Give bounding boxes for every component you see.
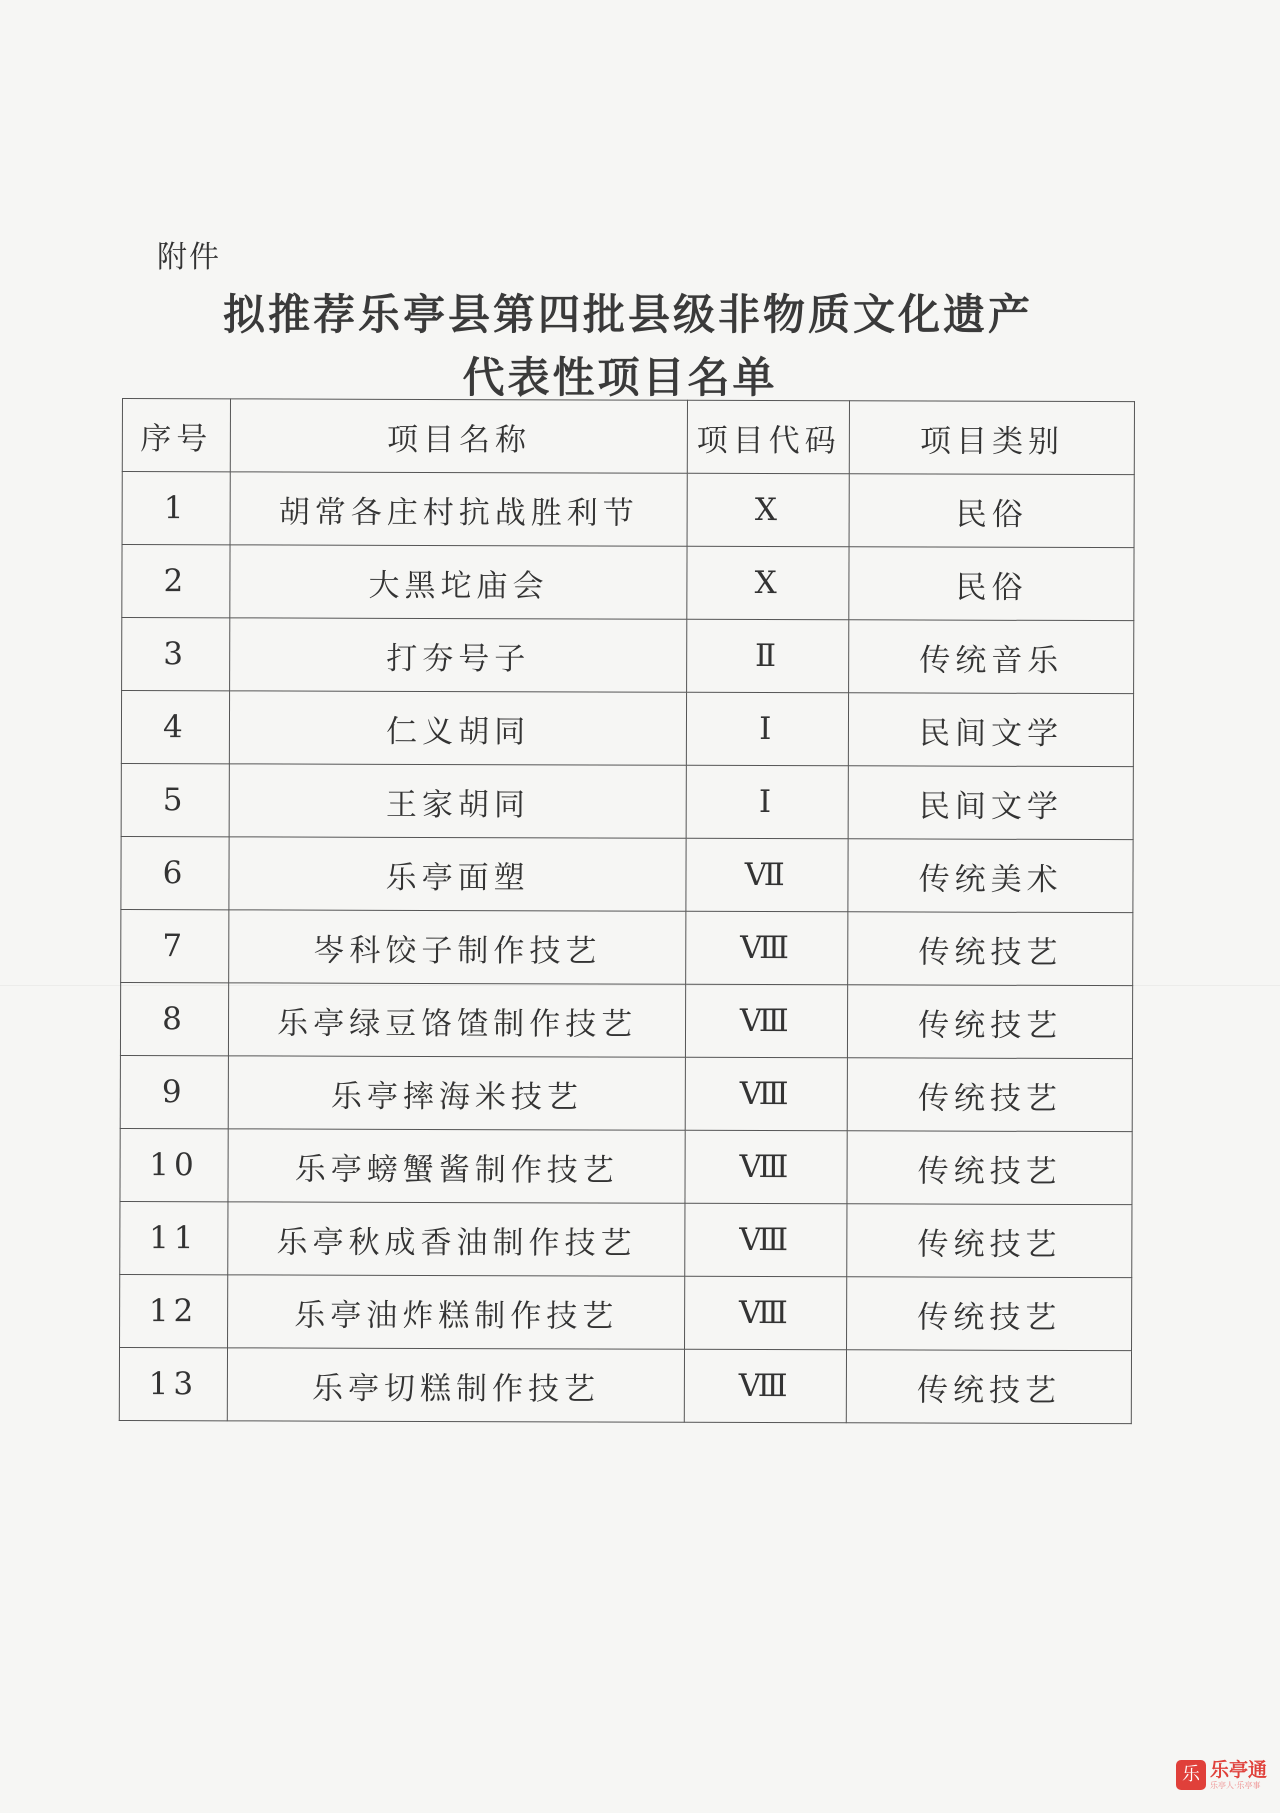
project-list-table — [119, 398, 1135, 1424]
cell-category: 民俗 — [849, 547, 1134, 621]
cell-category: 民间文学 — [848, 766, 1133, 840]
cell-code: Ⅷ — [686, 1057, 848, 1131]
cell-name: 王家胡同 — [229, 764, 687, 838]
cell-category: 传统音乐 — [849, 620, 1134, 694]
cell-no: 9 — [120, 1055, 228, 1128]
table-row — [119, 1347, 1131, 1423]
table-row — [120, 1128, 1132, 1204]
cell-code: Ⅹ — [687, 473, 849, 547]
logo-icon: 乐 — [1176, 1760, 1206, 1790]
table-row — [122, 545, 1134, 621]
cell-category: 传统技艺 — [848, 985, 1133, 1059]
cell-no: 11 — [120, 1201, 228, 1274]
cell-name: 乐亭油炸糕制作技艺 — [227, 1275, 685, 1349]
cell-code: Ⅷ — [685, 1203, 847, 1277]
column-header-name: 项目名称 — [230, 399, 688, 473]
site-watermark-logo — [1176, 1760, 1267, 1790]
cell-category: 传统美术 — [848, 839, 1133, 913]
cell-name: 乐亭切糕制作技艺 — [227, 1348, 685, 1422]
cell-no: 13 — [119, 1347, 227, 1420]
table-row — [122, 472, 1134, 548]
cell-name: 乐亭绿豆饹馇制作技艺 — [228, 983, 686, 1057]
logo-slogan: 乐亭人·乐亭事 — [1210, 1780, 1261, 1790]
table-row — [120, 982, 1132, 1058]
cell-category: 传统技艺 — [847, 1350, 1132, 1424]
cell-code: Ⅹ — [687, 546, 849, 620]
cell-code: Ⅷ — [686, 984, 848, 1058]
cell-name: 乐亭螃蟹酱制作技艺 — [228, 1129, 686, 1203]
cell-category: 传统技艺 — [847, 1204, 1132, 1278]
cell-no: 5 — [121, 763, 229, 836]
cell-code: Ⅰ — [687, 692, 849, 766]
cell-category: 传统技艺 — [848, 912, 1133, 986]
cell-no: 2 — [122, 545, 230, 618]
cell-code: Ⅷ — [685, 1130, 847, 1204]
table-row — [122, 618, 1134, 694]
cell-code: Ⅷ — [686, 911, 848, 985]
logo-name: 乐亭通 — [1210, 1758, 1268, 1781]
cell-code: Ⅷ — [685, 1349, 847, 1423]
cell-no: 4 — [121, 691, 229, 764]
table-header-row — [122, 399, 1134, 475]
cell-name: 乐亭面塑 — [229, 837, 687, 911]
cell-name: 仁义胡同 — [229, 691, 687, 765]
cell-no: 12 — [120, 1274, 228, 1347]
table-row — [120, 1201, 1132, 1277]
cell-code: Ⅷ — [685, 1276, 847, 1350]
cell-name: 乐亭秋成香油制作技艺 — [228, 1202, 686, 1276]
cell-category: 民间文学 — [849, 693, 1134, 767]
cell-no: 8 — [120, 982, 228, 1055]
table-row — [121, 763, 1133, 839]
cell-category: 传统技艺 — [847, 1277, 1132, 1351]
cell-no: 1 — [122, 472, 230, 545]
cell-category: 传统技艺 — [847, 1131, 1132, 1205]
table-row — [120, 1055, 1132, 1131]
cell-category: 民俗 — [849, 474, 1134, 548]
document-title-line1: 拟推荐乐亭县第四批县级非物质文化遗产 — [222, 290, 1033, 339]
column-header-category: 项目类别 — [850, 401, 1135, 475]
column-header-no: 序号 — [122, 399, 230, 472]
cell-code: Ⅱ — [687, 619, 849, 693]
attachment-label: 附件 — [157, 240, 221, 275]
cell-no: 6 — [121, 836, 229, 909]
cell-code: Ⅰ — [687, 765, 849, 839]
cell-no: 10 — [120, 1128, 228, 1201]
table-row — [120, 1274, 1132, 1350]
document-title-line2: 代表性项目名单 — [462, 353, 778, 402]
column-header-code: 项目代码 — [688, 400, 850, 474]
cell-name: 岑科饺子制作技艺 — [229, 910, 687, 984]
table-row — [121, 836, 1133, 912]
cell-code: Ⅶ — [686, 838, 848, 912]
cell-no: 7 — [121, 909, 229, 982]
table-row — [121, 909, 1133, 985]
cell-no: 3 — [122, 618, 230, 691]
cell-name: 打夯号子 — [230, 618, 688, 692]
cell-name: 胡常各庄村抗战胜利节 — [230, 472, 688, 546]
cell-name: 乐亭摔海米技艺 — [228, 1056, 686, 1130]
table-row — [121, 691, 1133, 767]
cell-category: 传统技艺 — [847, 1058, 1132, 1132]
table-body — [119, 472, 1134, 1424]
cell-name: 大黑坨庙会 — [230, 545, 688, 619]
